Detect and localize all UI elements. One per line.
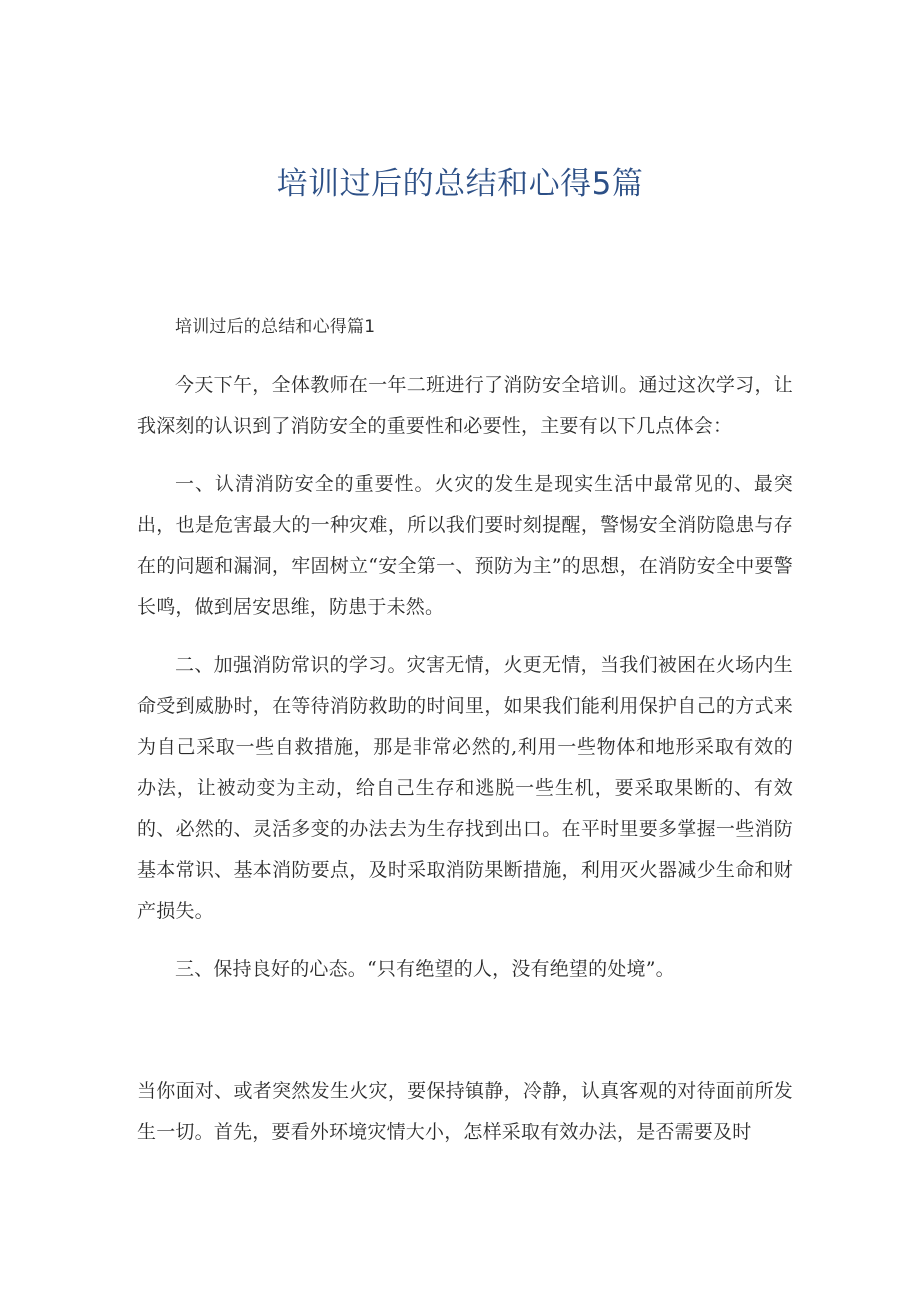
document-title: 培训过后的总结和心得5篇 xyxy=(276,166,644,202)
paragraph-point-1: 一、认清消防安全的重要性。火灾的发生是现实生活中最常见的、最突出，也是危害最大的一种灾难，所以我们要时刻提醒，警惕安全消防隐患与存在的问题和漏洞，牢固树立“安全第一、预防为主”的思想，在消防安全中要警长鸣，做到居安思维，防患于未然。 xyxy=(137,473,793,618)
document-body xyxy=(137,307,793,990)
document-body-continued xyxy=(137,1071,793,1153)
paragraph-intro: 今天下午，全体教师在一年二班进行了消防安全培训。通过这次学习，让我深刻的认识到了消防安全的重要性和必要性，主要有以下几点体会： xyxy=(137,374,793,437)
paragraph-continuation: 当你面对、或者突然发生火灾，要保持镇静，冷静，认真客观的对待面前所发生一切。首先，要看外环境灾情大小，怎样采取有效办法，是否需要及时 xyxy=(137,1080,793,1143)
paragraph-point-2: 二、加强消防常识的学习。灾害无情，火更无情，当我们被困在火场内生命受到威胁时，在等待消防救助的时间里，如果我们能利用保护自己的方式来为自己采取一些自救措施，那是非常必然的,利用一些物体和地形采取有效的办法，让被动变为主动，给自己生存和逃脱一些生机，要采取果断的、有效的、必然的、灵活多变的办法去为生存找到出口。在平时里要多掌握一些消防基本常识、基本消防要点，及时采取消防果断措施，利用灭火器减少生命和财产损失。 xyxy=(137,654,793,922)
paragraph-point-3: 三、保持良好的心态。“只有绝望的人，没有绝望的处境”。 xyxy=(175,958,675,980)
section-heading: 培训过后的总结和心得篇1 xyxy=(175,317,376,337)
